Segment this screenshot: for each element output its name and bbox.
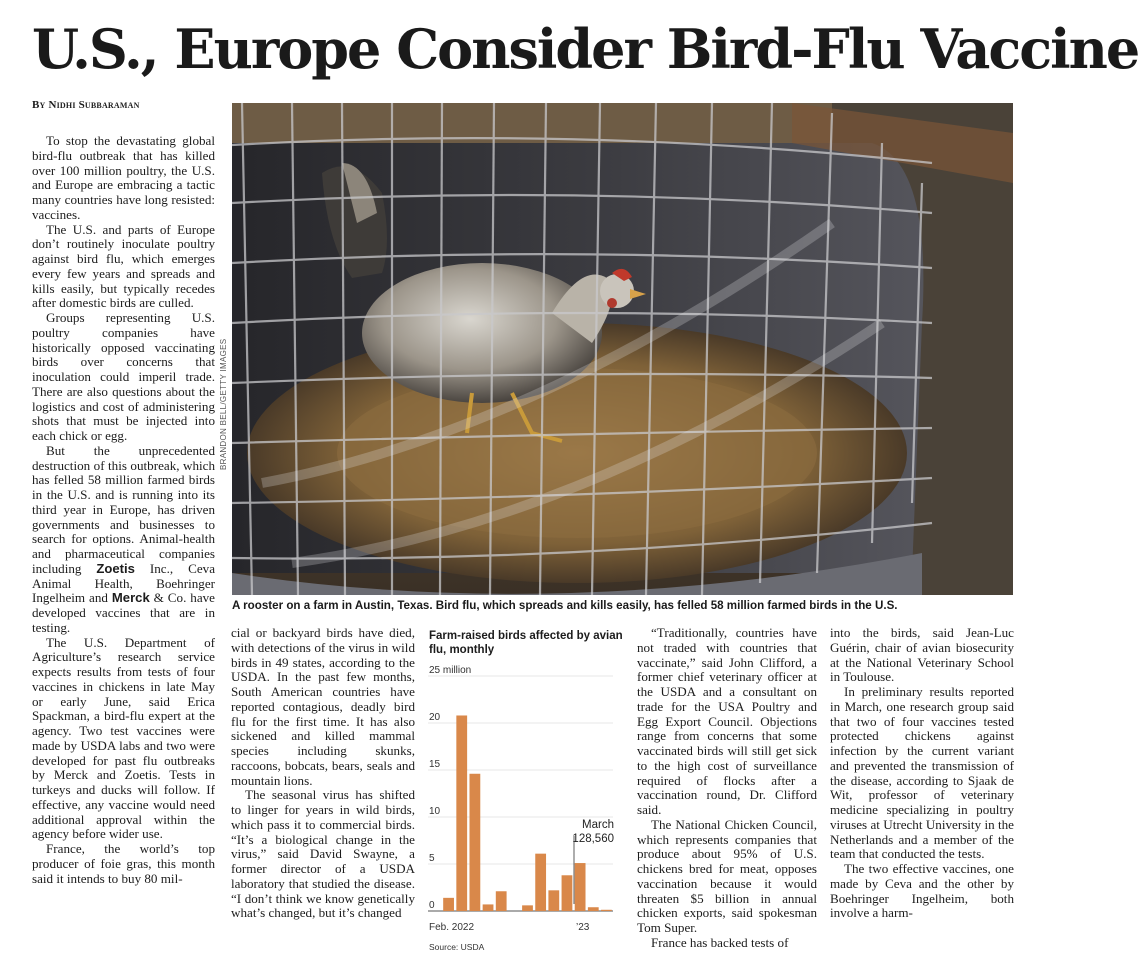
y-tick-label: 5 xyxy=(429,853,435,864)
text-run: Inc., Ceva Animal Health, Boehringer Ingelheim and xyxy=(32,560,216,606)
y-tick-label: 0 xyxy=(429,900,435,911)
x-axis-end-label: ’23 xyxy=(576,922,590,933)
paragraph: The U.S. Department of Agriculture’s research service expects results from tests of four vaccines in chickens in late May or early June, said Erica Spackman, a bird-flu expert at the agency. Two test vaccines were made by USDA labs and two were developed for past flu outbreaks by Merck and Zoetis. Tests in turkeys and ducks will follow. If effective, any vaccine would need additional approval within the agency before wider use. xyxy=(32,634,215,842)
paragraph: Groups representing U.S. poultry companies have historically opposed vaccinating birds over concerns that inoculation could imperil trade. There are also questions about the logistics and cost of administering shots that must be injected into each chick or egg. xyxy=(32,310,215,443)
bar xyxy=(562,875,573,911)
paragraph: In preliminary results reported in March, one research group said that two of four vaccines tested protected chickens against infection by the current variant and prevented the transmission of the disease, according to Sjaak de Wit, professor of veterinary medicine specializing in poultry viruses at Utrecht University in the Netherlands and a member of the team that conducted the tests. xyxy=(830,684,1014,862)
article-column-1 xyxy=(32,134,215,886)
paragraph: To stop the devastating global bird-flu outbreak that has killed over 100 million poultry, the U.S. and Europe are embracing a tactic many countries have long resisted: vaccines. xyxy=(32,133,215,222)
bar xyxy=(496,891,507,911)
byline: By Nidhi Subbaraman xyxy=(32,99,140,111)
chart-plot xyxy=(428,626,628,956)
company-name-zoetis: Zoetis xyxy=(96,560,135,576)
y-tick-label: 10 xyxy=(429,806,441,817)
rooster-photo xyxy=(232,103,1013,595)
y-tick-label: 25 million xyxy=(429,665,472,676)
paragraph: cial or backyard birds have died, with detections of the virus in wild birds in 49 states, according to the USDA. In the past few months, South American countries have reported contagious, deadly bird flu for the first time. It has also sickened and killed mammal species including skunks, raccoons, bobcats, bears, seals and mountain lions. xyxy=(231,625,415,788)
bar xyxy=(469,774,480,911)
chart-source: Source: USDA xyxy=(429,942,485,952)
annotation-value: 128,560 xyxy=(572,833,614,845)
text-run: & Co. have developed vaccines that are in testing. xyxy=(32,590,215,635)
bar xyxy=(601,910,612,911)
paragraph: The seasonal virus has shifted to linger for years in wild birds, which pass it to commercial birds. “It’s a biological change in the virus,” said David Swayne, a former director of a USDA laboratory that studied the disease. “I don’t think we know genetically what’s changed, but it’s changed xyxy=(231,787,415,921)
paragraph: The U.S. and parts of Europe don’t routinely inoculate poultry against bird flu, which emerges every few years and spreads and kills easily, but typically recedes after domestic birds are culled. xyxy=(32,221,215,311)
x-axis-start-label: Feb. 2022 xyxy=(429,922,475,933)
paragraph xyxy=(32,444,215,636)
article-column-4 xyxy=(830,626,1014,921)
photo-credit: BRANDON BELL/GETTY IMAGES xyxy=(219,338,228,470)
paragraph: France has backed tests of xyxy=(651,934,789,950)
photo-illustration xyxy=(232,103,1013,595)
text-run: But the unprecedented destruction of this outbreak, which has felled 58 million farmed birds in the U.S. and is running into its third year in Europe, has driven governments and businesses to search for options. Animal-health and pharmaceutical companies including xyxy=(32,442,215,576)
paragraph: France, the world’s top producer of foie gras, this month said it intends to buy 80 mil- xyxy=(32,841,215,886)
paragraph: The National Chicken Council, which represents companies that produce about 95% of U.S. chickens bred for meat, opposes vaccination because it would threaten $5 billion in annual chicken exports, said spokesman Tom Super. xyxy=(637,816,817,935)
bar xyxy=(483,904,494,911)
article-column-3 xyxy=(637,626,817,951)
bar xyxy=(575,863,586,911)
paragraph: “Traditionally, countries have not traded with countries that vaccinate,” said John Clifford, a former chief veterinary officer at the USDA and a consultant on trade for the USA Poultry and Egg Export Council. Objections range from concerns that some vaccinated birds will still get sick to the high cost of surveillance required of flocks after a vaccination round, Dr. Clifford said. xyxy=(637,625,817,817)
bar xyxy=(443,898,454,911)
company-name-merck: Merck xyxy=(111,590,150,606)
bar xyxy=(456,715,467,911)
bar xyxy=(522,905,533,911)
y-tick-label: 15 xyxy=(429,759,441,770)
annotation-month: March xyxy=(582,819,614,831)
y-tick-label: 20 xyxy=(429,712,441,723)
headline: U.S., Europe Consider Bird-Flu Vaccine xyxy=(32,17,1138,81)
bar-chart xyxy=(428,626,628,956)
paragraph: The two effective vaccines, one made by Ceva and the other by Boehringer Ingelheim, both involve a harm- xyxy=(830,861,1014,921)
paragraph: into the birds, said Jean-Luc Guérin, chair of avian biosecurity at the National Veterinary School in Toulouse. xyxy=(830,625,1014,685)
article-column-2 xyxy=(231,626,415,921)
chart-title: Farm-raised birds affected by avian flu, monthly xyxy=(429,630,623,656)
photo-caption: A rooster on a farm in Austin, Texas. Bird flu, which spreads and kills easily, has felled 58 million farmed birds in the U.S. xyxy=(232,599,898,612)
bar xyxy=(548,890,559,911)
bar xyxy=(588,907,599,911)
bar xyxy=(535,854,546,911)
